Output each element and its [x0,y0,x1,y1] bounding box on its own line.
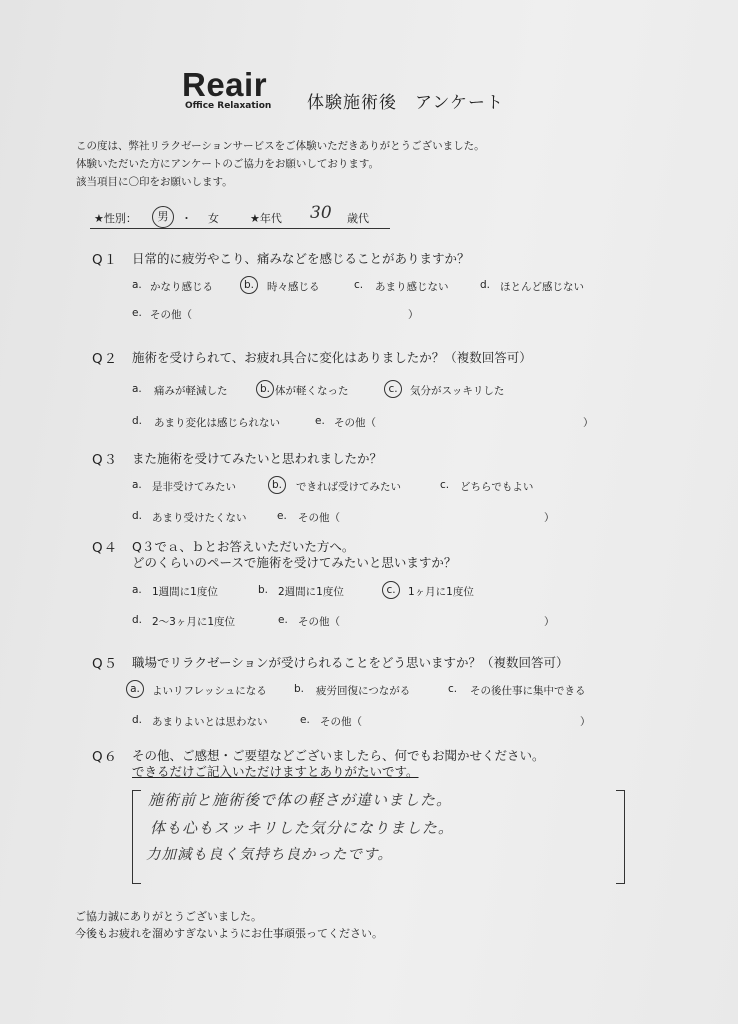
q4-option-e-letter: e. [278,614,288,626]
q3-option-b[interactable]: できれば受けてみたい [296,481,401,493]
q5-option-e[interactable]: その他（ [320,716,362,728]
q4-option-a[interactable]: 1週間に1度位 [152,586,218,598]
brand-logo: Reair [182,66,268,103]
q5-option-e-close: ） [580,716,591,728]
q4-option-e[interactable]: その他（ [298,616,340,628]
q1-option-b[interactable]: 時々感じる [267,281,320,293]
q2-option-e-letter: e. [315,415,325,427]
q4-option-c-circled[interactable]: c. [382,581,400,599]
q3-number: Q３ [92,452,119,468]
q1-option-a-letter: a. [132,279,142,291]
q3-option-a-letter: a. [132,479,142,491]
q3-option-c-letter: c. [440,479,450,491]
q4-number: Q４ [92,540,119,556]
q2-option-c[interactable]: 気分がスッキリした [410,385,505,397]
q1-option-c[interactable]: あまり感じない [375,281,449,293]
brand-subtitle: Office Relaxation [185,101,272,111]
q5-option-d[interactable]: あまりよいとは思わない [152,716,268,728]
q4-option-e-close: ） [544,616,555,628]
q5-option-a-circled[interactable]: a. [126,680,144,698]
q4-question-line-2: どのくらいのペースで施術を受けてみたいと思いますか？ [132,555,457,570]
q1-option-e-close: ） [408,309,419,321]
answer-line-1: 施術前と施術後で体の軽さが違いました。 [148,791,453,809]
q5-option-c-letter: c. [448,683,458,695]
q1-option-d[interactable]: ほとんど感じない [500,281,584,293]
q6-question-line-1: その他、ご感想・ご要望などございましたら、何でもお聞かせください。 [132,748,545,763]
q2-option-e-close: ） [583,417,594,429]
q1-option-b-circled[interactable]: b. [240,276,258,294]
q6-number: Q６ [92,749,119,765]
q2-option-a[interactable]: 痛みが軽減した [154,385,228,397]
q5-option-d-letter: d. [132,714,143,726]
q5-option-a[interactable]: よいリフレッシュになる [152,685,267,697]
q2-option-e[interactable]: その他（ [334,417,376,429]
q2-option-c-circled[interactable]: c. [384,380,402,398]
q2-option-b-circled[interactable]: b. [256,380,274,398]
q1-option-c-letter: c. [354,279,364,291]
q4-option-a-letter: a. [132,584,142,596]
q5-question: 職場でリラクゼーションが受けられることをどう思いますか？（複数回答可） [132,655,569,670]
age-label: ★年代 [250,212,282,225]
footer-line-2: 今後もお疲れを溜めすぎないようにお仕事頑張ってください。 [75,927,383,940]
q4-option-b-letter: b. [258,584,269,596]
footer-line-1: ご協力誠にありがとうございました。 [75,910,262,923]
age-suffix: 歳代 [347,212,369,225]
q5-option-b[interactable]: 疲労回復につながる [316,685,411,697]
q3-question: また施術を受けてみたいと思われましたか？ [132,451,383,466]
gender-female[interactable]: 女 [208,212,219,225]
q5-option-b-letter: b. [294,683,305,695]
q1-option-a[interactable]: かなり感じる [150,281,213,293]
q4-option-b[interactable]: 2週間に1度位 [278,586,344,598]
q2-question: 施術を受けられて、お疲れ具合に変化はありましたか？（複数回答可） [132,350,532,365]
gender-label: ★性別： [94,212,137,225]
q5-number: Q５ [92,656,119,672]
gender-male-circled[interactable]: 男 [152,206,174,228]
gender-dot: ・ [181,212,192,225]
q5-option-e-letter: e. [300,714,310,726]
q4-option-c[interactable]: 1ヶ月に1度位 [408,586,474,598]
q3-option-d-letter: d. [132,510,143,522]
q3-option-c[interactable]: どちらでもよい [460,481,534,493]
q2-number: Q２ [92,351,119,367]
q1-question: 日常的に疲労やこり、痛みなどを感じることがありますか？ [132,251,470,266]
intro-line-1: この度は、弊社リラクゼーションサービスをご体験いただきありがとうございました。 [76,140,485,152]
age-handwritten: 30 [310,203,332,223]
q6-question-line-2: できるだけご記入いただけますとありがたいです。 [132,764,419,779]
answer-box-right-bracket [616,790,625,884]
q3-option-e-close: ） [544,512,555,524]
q3-option-d[interactable]: あまり受けたくない [152,512,247,524]
q1-option-e[interactable]: その他（ [150,309,192,321]
q2-option-a-letter: a. [132,383,142,395]
q1-number: Q１ [92,252,119,268]
q2-option-d[interactable]: あまり変化は感じられない [154,417,280,429]
q5-option-c[interactable]: その後仕事に集中できる [470,685,586,697]
page-title: 体験施術後 アンケート [307,93,504,113]
q1-option-d-letter: d. [480,279,491,291]
q4-question-line-1: Q３でａ、ｂとお答えいただいた方へ。 [132,539,355,554]
profile-underline [90,228,390,229]
q4-option-d[interactable]: 2～3ヶ月に1度位 [152,616,236,628]
q3-option-a[interactable]: 是非受けてみたい [152,481,236,493]
q1-option-e-letter: e. [132,307,142,319]
q3-option-b-circled[interactable]: b. [268,476,286,494]
answer-line-2: 体も心もスッキリした気分になりました。 [150,819,454,837]
q2-option-b[interactable]: 体が軽くなった [275,385,349,397]
intro-line-2: 体験いただいた方にアンケートのご協力をお願いしております。 [76,158,380,170]
q3-option-e[interactable]: その他（ [298,512,340,524]
answer-line-3: 力加減も良く気持ち良かったです。 [146,847,393,863]
q4-option-d-letter: d. [132,614,143,626]
answer-box-left-bracket [132,790,141,884]
intro-line-3: 該当項目に〇印をお願いします。 [76,176,233,188]
q3-option-e-letter: e. [277,510,287,522]
q2-option-d-letter: d. [132,415,143,427]
